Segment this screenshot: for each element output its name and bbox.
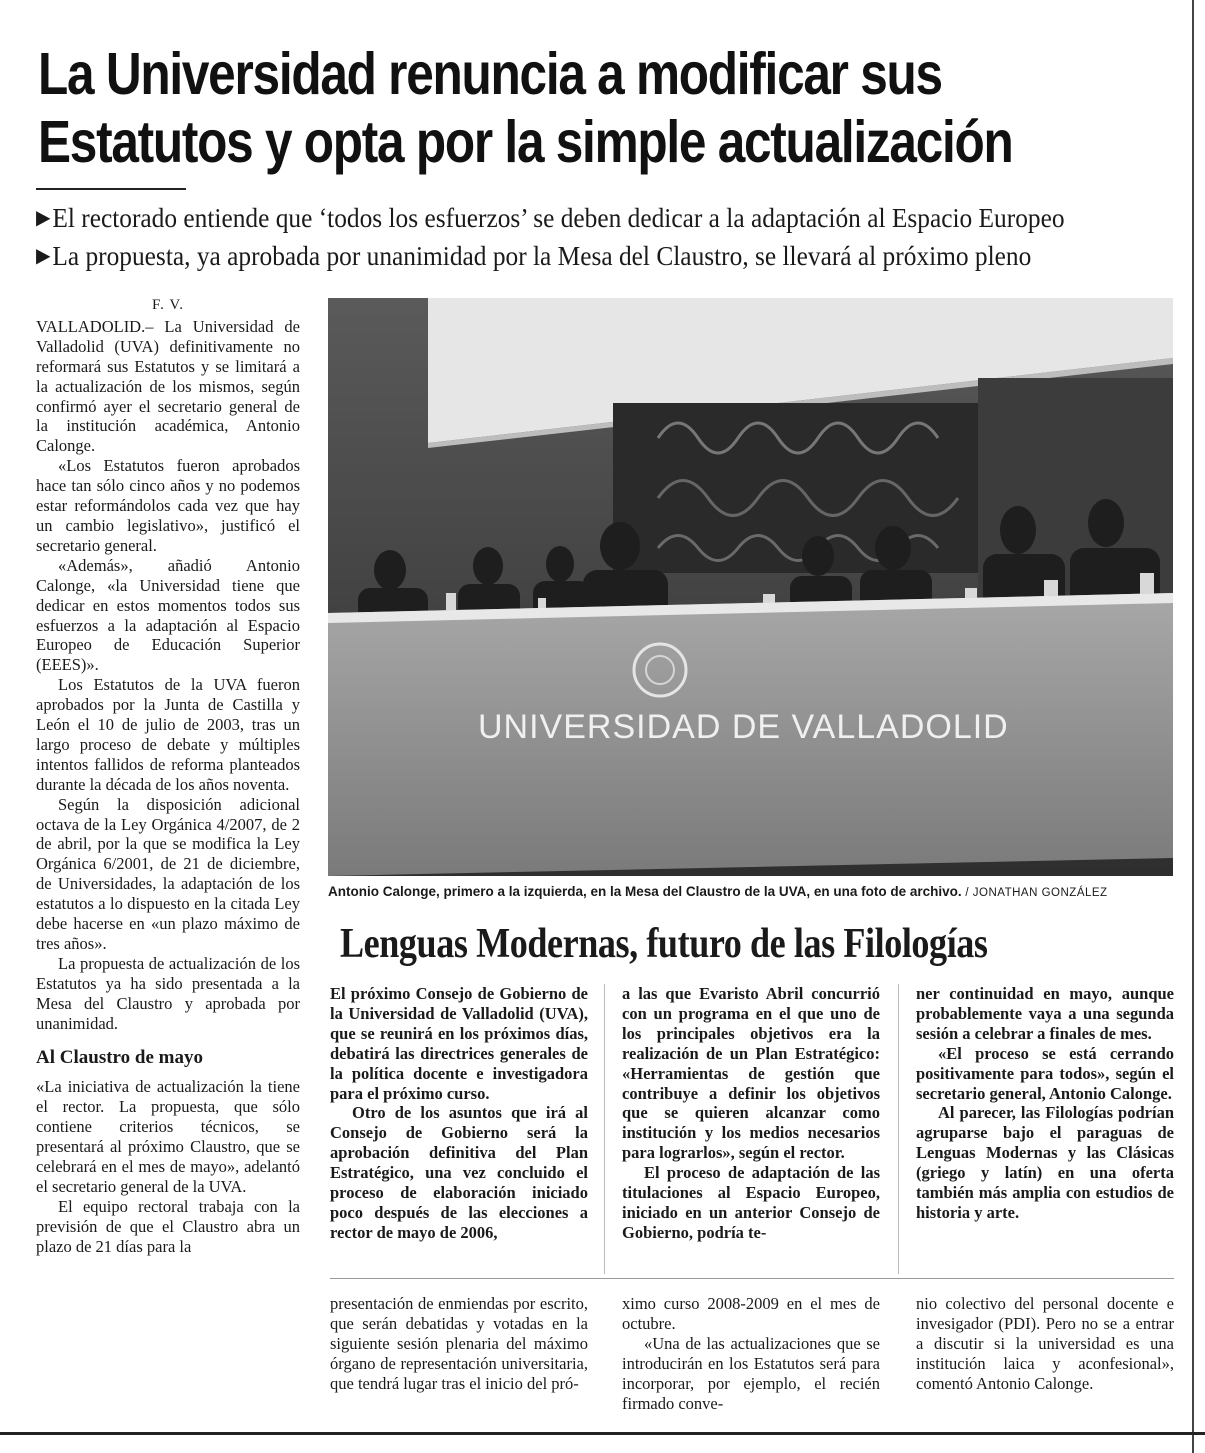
subhead-1 — [36, 200, 1065, 235]
headline-rule — [36, 188, 186, 190]
headline-line-2: Estatutos y opta por la simple actualización — [38, 109, 1013, 175]
bottom-rule — [0, 1432, 1205, 1435]
conference-photo — [328, 298, 1173, 876]
left-paragraph-4: Los Estatutos de la UVA fueron aprobados por la Junta de Castilla y León el 10 de julio de 2003, tras un largo proceso de debate y múltiples intentos fallidos de reforma planteados durante la década de los años noventa. — [36, 675, 300, 794]
sidebar-col3-paragraph-2: «El proceso se está cerrando positivamente para todos», según el secretario general, Antonio Calonge. — [916, 1043, 1174, 1103]
subhead-2-text: La propuesta, ya aprobada por unanimidad por la Mesa del Claustro, se llevará al próximo pleno — [52, 241, 1032, 271]
headline — [38, 40, 1197, 176]
photo-caption — [328, 884, 1173, 899]
sidebar-col2-paragraph-1: a las que Evaristo Abril concurrió con un programa en el que uno de los principales objetivos era la realización de un Plan Estratégico: «Herramientas de gestión que contribuye a definir los objetivos que se quieren alcanzar como institución y los medios necesarios para lograrlos», según el rector. — [622, 984, 880, 1163]
sidebar-col3-paragraph-3: Al parecer, las Filologías podrían agruparse bajo el paraguas de Lenguas Modernas y las Clásicas (griego y latín) en una oferta también más amplia con estudios de historia y arte. — [916, 1103, 1174, 1222]
banner-text: UNIVERSIDAD DE VALLADOLID — [478, 708, 1009, 746]
column-divider — [898, 984, 899, 1274]
sidebar-col2-paragraph-2: El proceso de adaptación de las titulaciones al Espacio Europeo, iniciado en un anterior Consejo de Gobierno, podría te- — [622, 1163, 880, 1242]
bottom-col2-paragraph-1: ximo curso 2008-2009 en el mes de octubre. — [622, 1294, 880, 1333]
triangle-bullet-icon: ▶ — [36, 243, 51, 267]
sidebar-col1-paragraph-1: El próximo Consejo de Gobierno de la Universidad de Valladolid (UVA), que se reunirá en los próximos días, debatirá las directrices generales de la política docente e investigadora para el próximo curso. — [330, 984, 588, 1103]
headline-line-1: La Universidad renuncia a modificar sus — [38, 41, 942, 107]
left-paragraph-5: Según la disposición adicional octava de la Ley Orgánica 4/2007, de 2 de abril, por la que se modifica la Ley Orgánica 6/2001, de 21 de diciembre, de Universidades, la adaptación de los estatutos a lo dispuesto en la citada Ley debe hacerse en «un plazo máximo de tres años». — [36, 794, 300, 953]
bottom-col2-paragraph-2: «Una de las actualizaciones que se introducirán en los Estatutos será para incorporar, por ejemplo, el recién firmado conve- — [622, 1333, 880, 1413]
column-divider — [604, 984, 605, 1274]
left-paragraph-8: El equipo rectoral trabaja con la previsión de que el Claustro abra un plazo de 21 días para la — [36, 1196, 300, 1256]
subhead-1-text: El rectorado entiende que ‘todos los esfuerzos’ se deben dedicar a la adaptación al Espacio Europeo — [52, 203, 1065, 233]
bottom-column-3 — [916, 1294, 1174, 1394]
sidebar-title: Lenguas Modernas, futuro de las Filologías — [340, 921, 988, 967]
sidebar-bottom-rule — [330, 1278, 1174, 1279]
photo-illustration — [328, 298, 1173, 876]
sidebar-column-3 — [916, 984, 1174, 1223]
sidebar-column-1 — [330, 984, 588, 1243]
left-column — [36, 296, 300, 1257]
left-paragraph-6: La propuesta de actualización de los Estatutos ya ha sido presentada a la Mesa del Claustro y aprobada por unanimidad. — [36, 953, 300, 1033]
byline: F. V. — [151, 297, 185, 313]
bottom-column-2 — [622, 1294, 880, 1413]
left-paragraph-1: VALLADOLID.– La Universidad de Valladolid (UVA) definitivamente no reformará sus Estatutos y se limitará a la actualización de los mismos, según confirmó ayer el secretario general de la institución académica, Antonio Calonge. — [36, 316, 300, 456]
left-paragraph-3: «Además», añadió Antonio Calonge, «la Universidad tiene que dedicar en estos momentos todos sus esfuerzos a la adaptación al Espacio Europeo de Educación Superior (EEES)». — [36, 555, 300, 675]
sidebar-col1-paragraph-2: Otro de los asuntos que irá al Consejo de Gobierno será la aprobación definitiva del Plan Estratégico, una vez concluido el proceso de elaboración iniciado poco después de las elecciones a rector de mayo de 2006, — [330, 1103, 588, 1242]
bottom-column-1 — [330, 1294, 588, 1394]
sidebar-column-2 — [622, 984, 880, 1243]
subhead-2 — [36, 238, 1031, 273]
sidebar-col3-paragraph-1: ner continuidad en mayo, aunque probablemente vaya a una segunda sesión a celebrar a finales de mes. — [916, 984, 1174, 1043]
bottom-col1-paragraph: presentación de enmiendas por escrito, que serán debatidas y votadas en la siguiente sesión plenaria del máximo órgano de representación universitaria, que tendrá lugar tras el inicio del pró- — [330, 1294, 588, 1393]
caption-text: Antonio Calonge, primero a la izquierda, en la Mesa del Claustro de la UVA, en una foto de archivo. — [328, 884, 962, 899]
triangle-bullet-icon: ▶ — [36, 205, 51, 229]
section-subtitle: Al Claustro de mayo — [36, 1046, 203, 1068]
photo-credit: / JONATHAN GONZÁLEZ — [965, 887, 1108, 899]
bottom-col3-paragraph: nio colectivo del personal docente e invesigador (PDI). Pero no se a entrar a discutir si la universidad es una institución laica y aconfesional», comentó Antonio Calonge. — [916, 1294, 1174, 1393]
page-edge — [1192, 0, 1194, 1453]
left-paragraph-2: «Los Estatutos fueron aprobados hace tan sólo cinco años y no podemos estar reformándolos cada vez que hay un cambio legislativo», justificó el secretario general. — [36, 456, 300, 555]
left-paragraph-7: «La iniciativa de actualización la tiene el rector. La propuesta, que sólo contiene criterios técnicos, se presentará al próximo Claustro, que se celebrará en el mes de mayo», adelantó el secretario general de la UVA. — [36, 1077, 300, 1196]
